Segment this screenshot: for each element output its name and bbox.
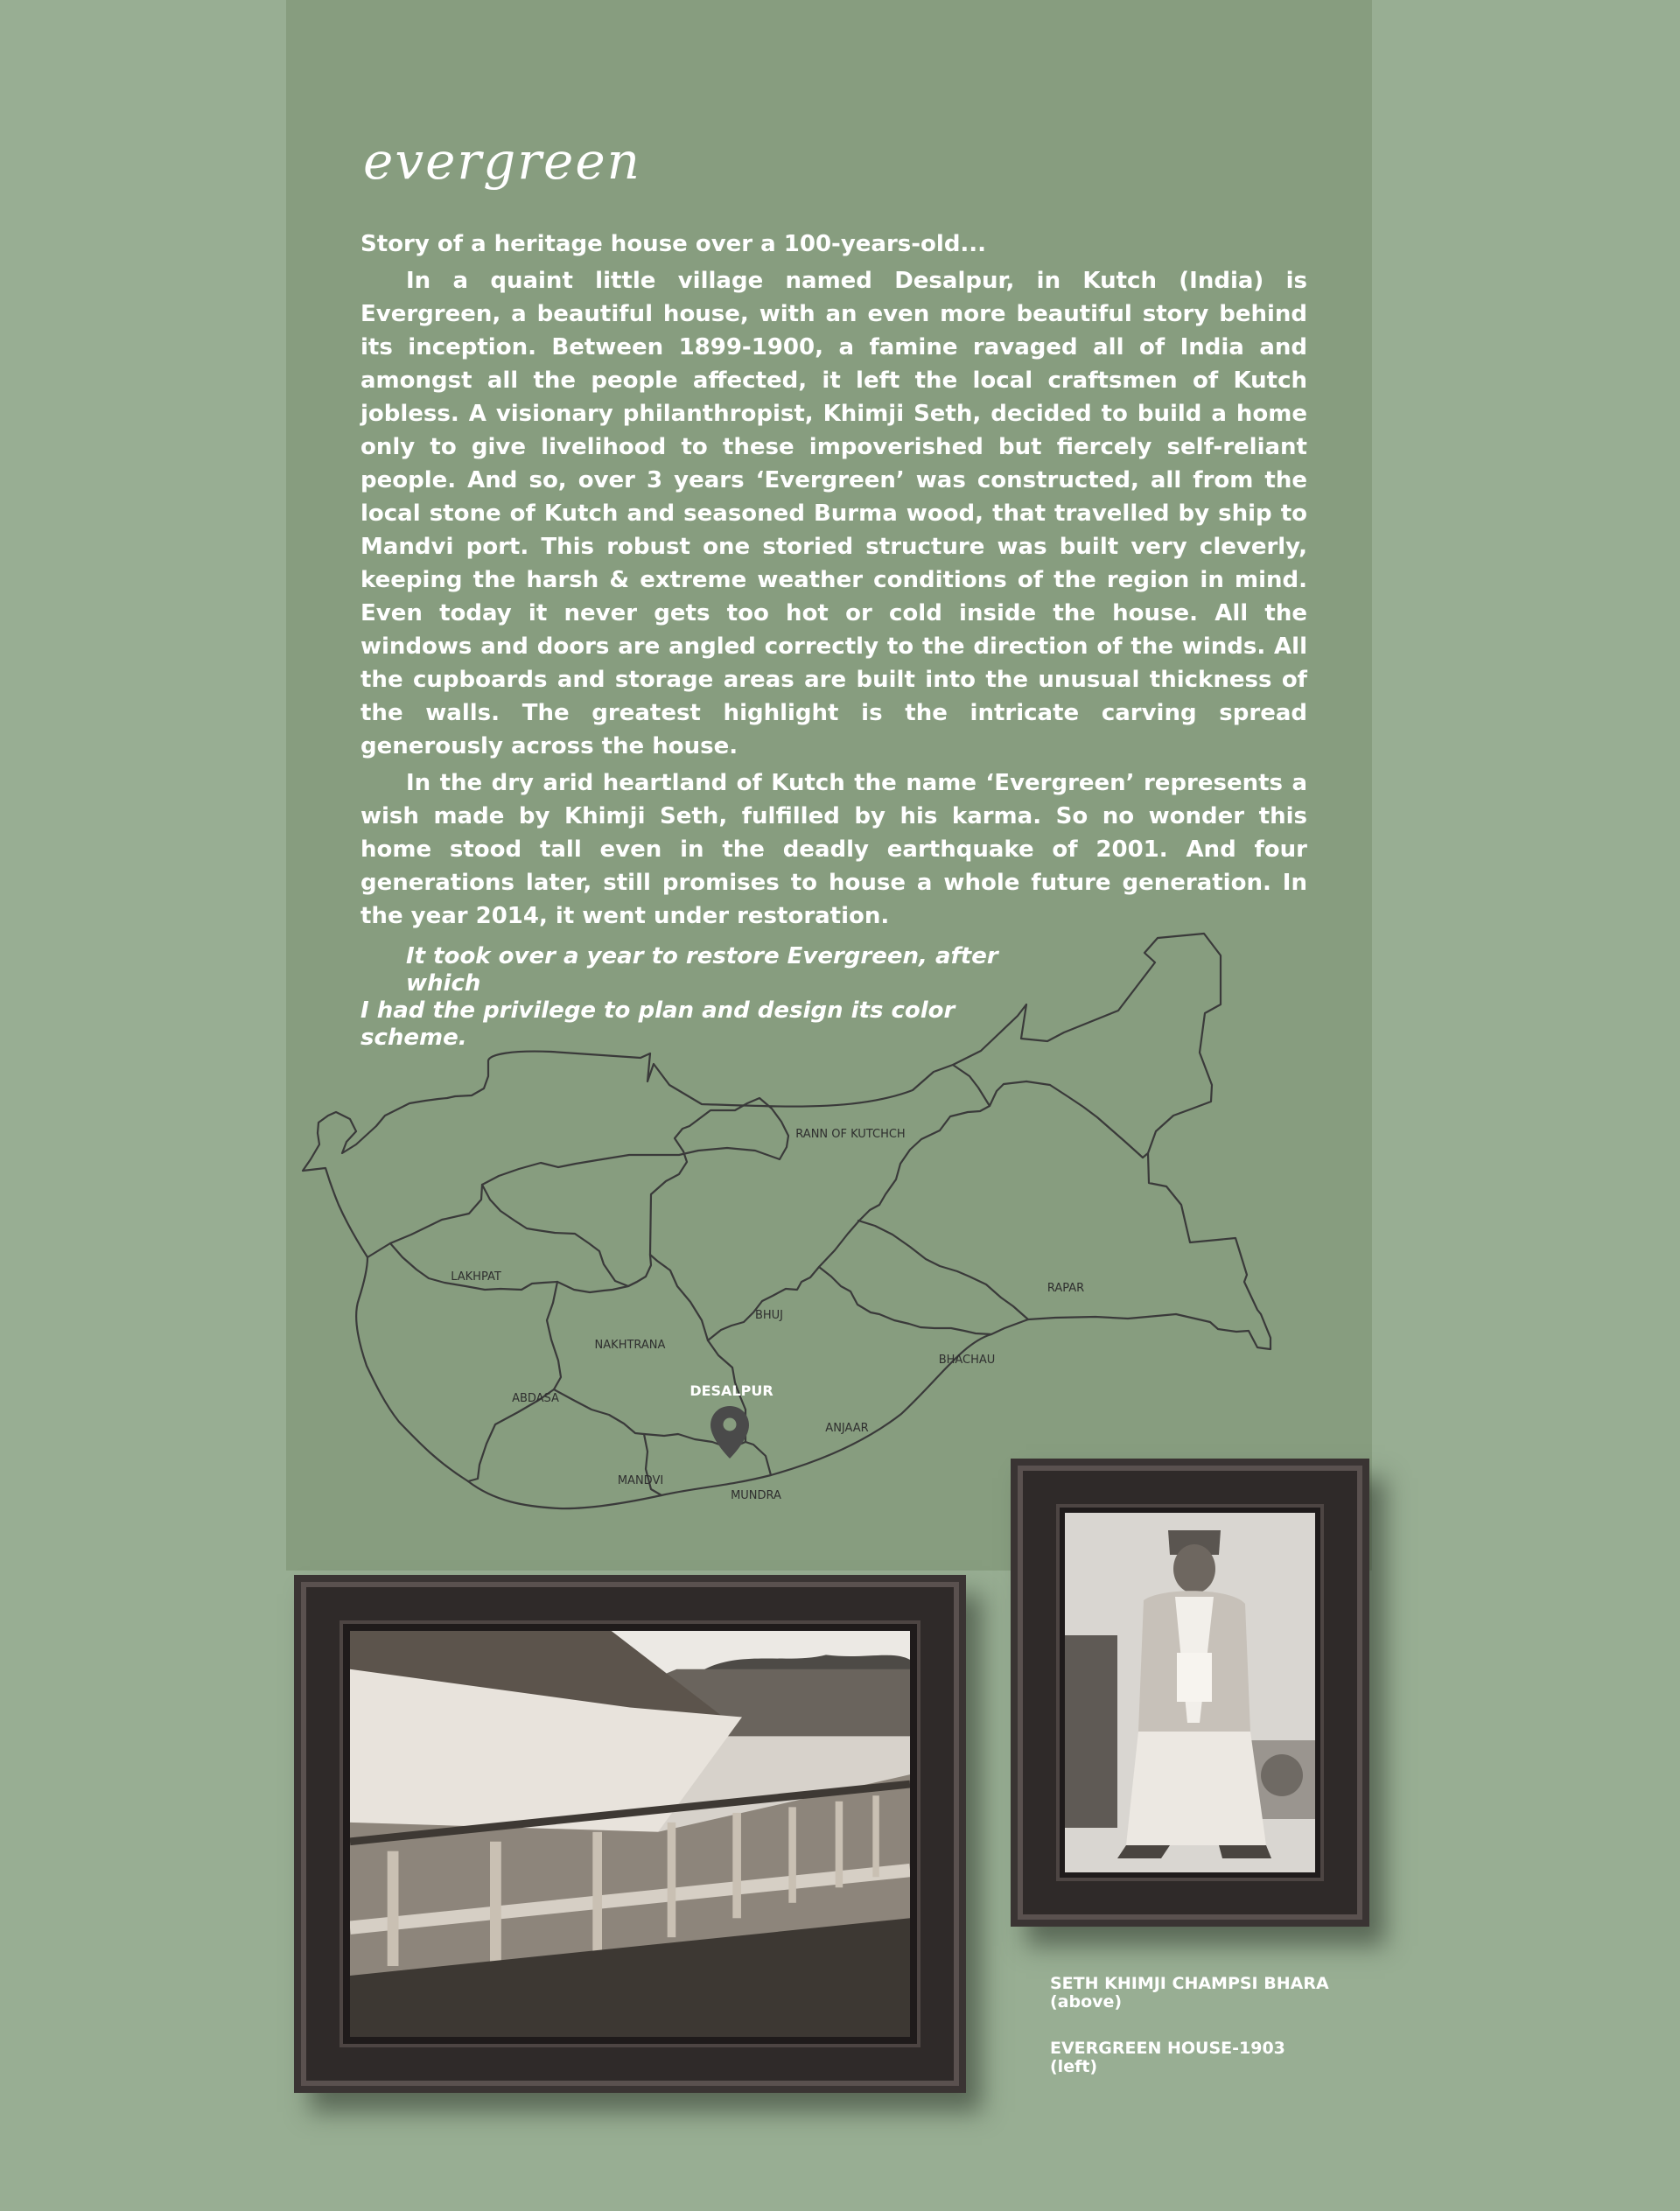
map-label-rapar: RAPAR xyxy=(1046,1282,1085,1295)
closing-note-line-2: I had the privilege to plan and design its color scheme. xyxy=(360,997,956,1051)
location-pin-icon xyxy=(710,1406,749,1459)
caption-house-position: (left) xyxy=(1050,2057,1098,2076)
map-label-bhachau: BHACHAU xyxy=(938,1354,996,1367)
map-label-mundra: MUNDRA xyxy=(731,1489,781,1502)
kutch-outline xyxy=(303,934,1270,1508)
evergreen-house-photo xyxy=(350,1631,910,2037)
kutch-district-map xyxy=(298,932,1348,1544)
closing-note-line-1: It took over a year to restore Evergreen, after which xyxy=(406,943,998,997)
caption-portrait-name: SETH KHIMJI CHAMPSI BHARA xyxy=(1050,1974,1329,1993)
map-marker-label: DESALPUR xyxy=(690,1382,774,1399)
house-photo-frame xyxy=(294,1575,966,2093)
map-label-abdasa: ABDASA xyxy=(512,1392,559,1405)
map-label-mandvi: MANDVI xyxy=(617,1474,664,1487)
portrait-photo-image xyxy=(1065,1513,1315,1872)
map-label-rann: RANN OF KUTCHCH xyxy=(795,1128,906,1141)
caption-house-name: EVERGREEN HOUSE-1903 xyxy=(1050,2039,1285,2058)
caption-portrait-position: (above) xyxy=(1050,1992,1123,2012)
map-label-bhuj: BHUJ xyxy=(754,1309,784,1322)
photo-captions xyxy=(1050,1975,1329,2104)
caption-house xyxy=(1050,2040,1329,2076)
page-title: evergreen xyxy=(363,131,641,191)
story-paragraph-1: In a quaint little village named Desalpur, in Kutch (India) is Evergreen, a beautiful house, with an even more beautiful story behind its inception. Between 1899-1900, a famine ravaged all of India and amongst all the people affected, it left the local craftsmen of Kutch jobless. A visionary philanthropist, Khimji Seth, decided to build a home only to give livelihood to these impoverished but fiercely self-reliant people. And so, over 3 years ‘Evergreen’ was constructed, all from the local stone of Kutch and seasoned Burma wood, that travelled by ship to Mandvi port. This robust one storied structure was built very cleverly, keeping the harsh & extreme weather conditions of the region in mind. Even today it never gets too hot or cold inside the house. All the windows and doors are angled correctly to the direction of the winds. All the cupboards and storage areas are built into the unusual thickness of the walls. The greatest highlight is the intricate carving spread generously across the house. xyxy=(360,268,1307,759)
map-label-nakhtrana: NAKHTRANA xyxy=(594,1339,666,1352)
map-label-anjaar: ANJAAR xyxy=(825,1422,869,1435)
khimji-seth-portrait-photo xyxy=(1065,1513,1315,1872)
caption-portrait xyxy=(1050,1975,1329,2012)
map-label-lakhpat: LAKHPAT xyxy=(451,1270,501,1284)
story-lead: Story of a heritage house over a 100-years-old... xyxy=(360,231,987,257)
portrait-photo-frame xyxy=(1011,1459,1369,1927)
house-photo-image xyxy=(350,1631,910,2037)
story-text xyxy=(360,227,1307,1052)
story-paragraph-2: In the dry arid heartland of Kutch the name ‘Evergreen’ represents a wish made by Khimji Seth, fulfilled by his karma. So no wonder this home stood tall even in the deadly earthquake of 2001. And four generations later, still promises to house a whole future generation. In the year 2014, it went under restoration. xyxy=(360,770,1307,929)
